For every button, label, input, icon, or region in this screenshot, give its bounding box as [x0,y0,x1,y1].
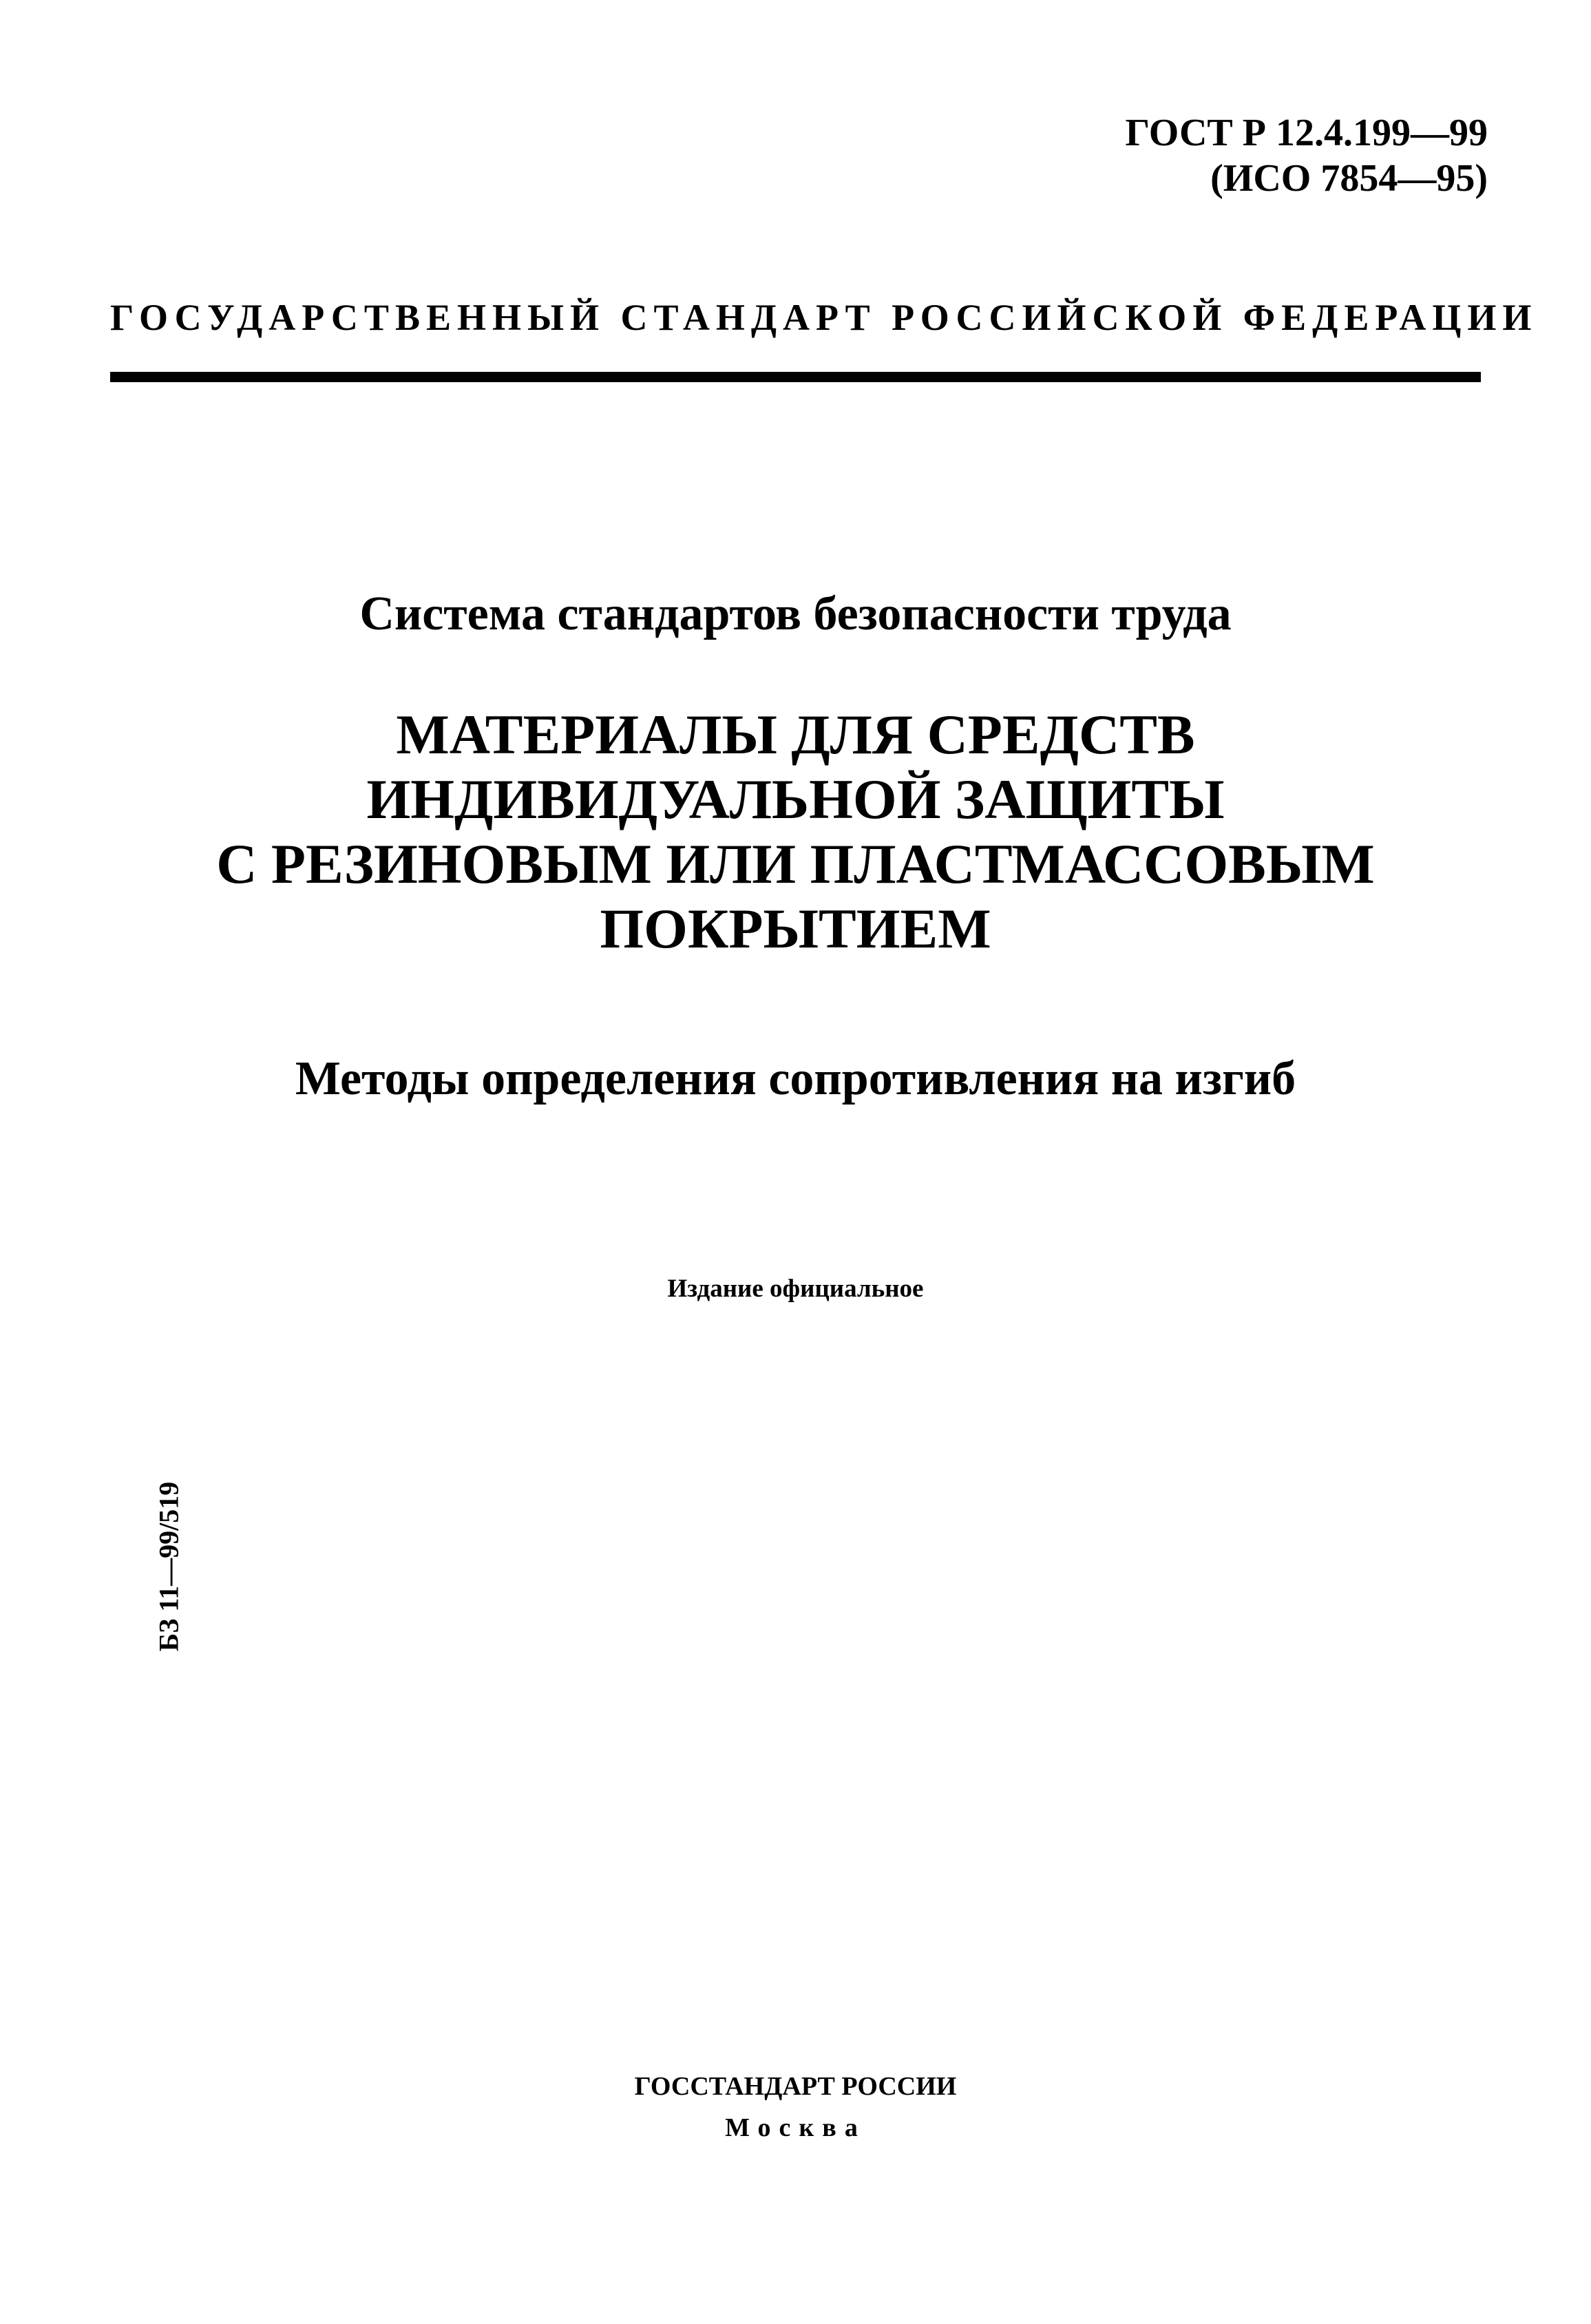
publisher-city: Москва [725,2113,866,2142]
state-standard-header: ГОСУДАРСТВЕННЫЙ СТАНДАРТ РОССИЙСКОЙ ФЕДЕРАЦИИ [110,297,1538,338]
publisher-block [69,2066,1522,2148]
document-subtitle: Методы определения сопротивления на изгиб [295,1052,1296,1105]
header-divider [110,372,1481,382]
title-line: ПОКРЫТИЕМ [600,897,991,960]
iso-equivalent: (ИСО 7854—95) [1210,157,1488,200]
publisher-name: ГОССТАНДАРТ РОССИИ [634,2072,957,2101]
standard-designation [1126,110,1488,201]
title-line: ИНДИВИДУАЛЬНОЙ ЗАЩИТЫ [366,768,1225,830]
title-line: С РЕЗИНОВЫМ ИЛИ ПЛАСТМАССОВЫМ [216,833,1375,895]
standard-number: ГОСТ Р 12.4.199—99 [1125,112,1488,154]
document-title [55,702,1536,961]
title-line: МАТЕРИАЛЫ ДЛЯ СРЕДСТВ [396,703,1195,766]
edition-note: Издание официальное [667,1275,924,1303]
standards-series-title: Система стандартов безопасности труда [359,587,1232,640]
catalog-code: БЗ 11—99/519 [153,1481,185,1652]
